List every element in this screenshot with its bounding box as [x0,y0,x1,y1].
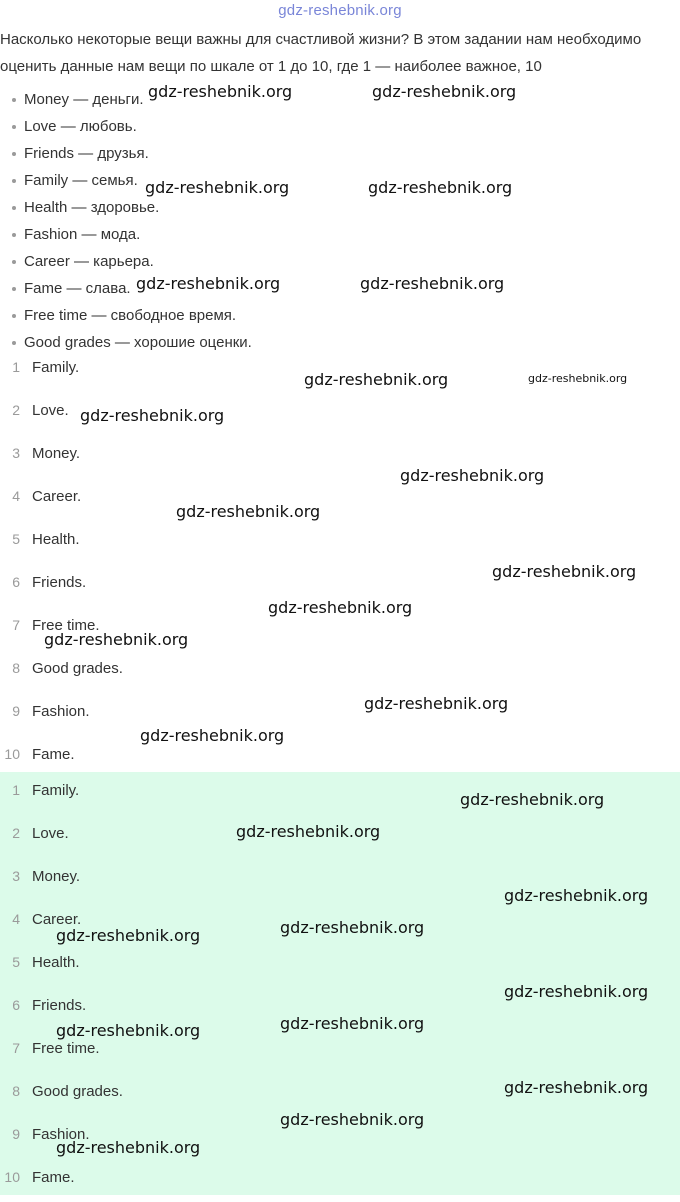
rank-number: 9 [12,703,20,719]
glossary-item: Career — карьера. [10,248,252,275]
rank-number: 9 [12,1126,20,1142]
watermark: gdz-reshebnik.org [504,982,649,1001]
watermark: gdz-reshebnik.org [304,370,449,389]
rank-number: 2 [12,402,20,418]
site-header-link[interactable]: gdz-reshebnik.org [278,2,402,19]
rank-number: 10 [4,1169,20,1185]
watermark: gdz-reshebnik.org [80,406,225,425]
watermark: gdz-reshebnik.org [44,630,189,649]
rank-number: 3 [12,868,20,884]
watermark: gdz-reshebnik.org [268,598,413,617]
rank-item: Free time. [32,617,100,634]
rank-item: Family. [32,782,80,799]
rank-number: 6 [12,574,20,590]
rank-number: 5 [12,531,20,547]
glossary-item: Friends — друзья. [10,140,252,167]
glossary-item: Money — деньги. [10,86,252,113]
rank-item: Love. [32,825,69,842]
rank-item: Family. [32,359,80,376]
rank-number: 5 [12,954,20,970]
ranking-row [0,520,680,563]
watermark: gdz-reshebnik.org [364,694,509,713]
watermark: gdz-reshebnik.org [280,1014,425,1033]
watermark: gdz-reshebnik.org [56,1021,201,1040]
ranking-row [0,434,680,477]
rank-item: Career. [32,911,82,928]
rank-number: 7 [12,1040,20,1056]
rank-item: Love. [32,402,69,419]
watermark: gdz-reshebnik.org [56,926,201,945]
glossary-item: Health — здоровье. [10,194,252,221]
rank-number: 7 [12,617,20,633]
rank-number: 10 [4,746,20,762]
rank-item: Health. [32,531,80,548]
rank-item: Fashion. [32,703,90,720]
watermark: gdz-reshebnik.org [280,1110,425,1129]
watermark: gdz-reshebnik.org [236,822,381,841]
glossary-item: Love — любовь. [10,113,252,140]
glossary-item: Fame — слава. [10,275,252,302]
intro-paragraph: Насколько некоторые вещи важны для счастливой жизни? В этом задании нам необходимо оценить данные нам вещи по шкале от 1 до 10, где 1 — наиболее важное, 10 [0,31,642,75]
ranking-row [0,692,680,735]
rank-item: Good grades. [32,660,123,677]
watermark: gdz-reshebnik.org [145,178,290,197]
rank-number: 3 [12,445,20,461]
rank-item: Friends. [32,997,87,1014]
watermark: gdz-reshebnik.org [368,178,513,197]
watermark-small: gdz-reshebnik.org [528,372,628,385]
rank-number: 8 [12,660,20,676]
watermark: gdz-reshebnik.org [360,274,505,293]
watermark: gdz-reshebnik.org [372,82,517,101]
watermark: gdz-reshebnik.org [400,466,545,485]
ranking-row [0,649,680,692]
rank-number: 6 [12,997,20,1013]
rank-item: Fashion. [32,1126,90,1143]
rank-item: Good grades. [32,1083,123,1100]
rank-item: Money. [32,868,81,885]
watermark: gdz-reshebnik.org [56,1138,201,1157]
glossary-item: Family — семья. [10,167,252,194]
rank-number: 8 [12,1083,20,1099]
glossary-list [10,86,252,356]
rank-number: 4 [12,911,20,927]
glossary-item: Free time — свободное время. [10,302,252,329]
rank-item: Health. [32,954,80,971]
watermark: gdz-reshebnik.org [148,82,293,101]
ranking-row [0,477,680,520]
rank-number: 1 [12,359,20,375]
rank-item: Career. [32,488,82,505]
watermark: gdz-reshebnik.org [504,886,649,905]
ranking-row [0,1159,680,1202]
rank-item: Free time. [32,1040,100,1057]
rank-number: 4 [12,488,20,504]
ranking-row [0,944,680,987]
watermark: gdz-reshebnik.org [280,918,425,937]
rank-number: 1 [12,782,20,798]
watermark: gdz-reshebnik.org [492,562,637,581]
rank-item: Money. [32,445,81,462]
glossary-item: Fashion — мода. [10,221,252,248]
watermark: gdz-reshebnik.org [176,502,321,521]
rank-item: Fame. [32,746,75,763]
glossary-item: Good grades — хорошие оценки. [10,329,252,356]
watermark: gdz-reshebnik.org [504,1078,649,1097]
watermark: gdz-reshebnik.org [136,274,281,293]
rank-number: 2 [12,825,20,841]
rank-item: Friends. [32,574,87,591]
watermark: gdz-reshebnik.org [140,726,285,745]
rank-item: Fame. [32,1169,75,1186]
watermark: gdz-reshebnik.org [460,790,605,809]
